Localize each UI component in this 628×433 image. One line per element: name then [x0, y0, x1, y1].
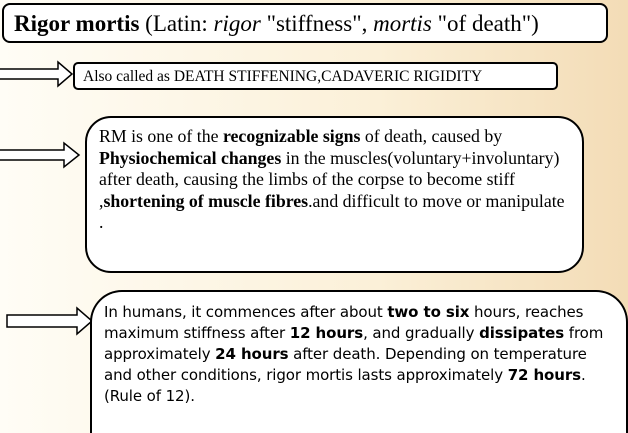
title-gloss-stiffness: "stiffness",: [260, 11, 374, 36]
rm-description-box: [85, 116, 584, 273]
title-term: Rigor mortis: [14, 11, 140, 36]
right-arrow-icon: [5, 305, 95, 337]
human-timeline-box: [90, 290, 628, 433]
alias-box: [73, 62, 558, 90]
alias-text: Also called as DEATH STIFFENING,CADAVERIC RIGIDITY: [83, 68, 483, 85]
human-bold-72-hours: 72 hours: [507, 366, 581, 384]
title-box: [2, 3, 608, 43]
title-word-rigor: rigor: [213, 11, 261, 36]
human-text-4: from approximately: [104, 324, 604, 363]
rm-bold-recognizable-signs: recognizable signs: [222, 126, 361, 146]
rm-bold-physiochemical-changes: Physiochemical changes: [99, 147, 282, 168]
human-bold-two-to-six: two to six: [387, 303, 470, 321]
right-arrow-icon: [0, 59, 74, 89]
rm-text-1: RM is one of the: [99, 126, 223, 146]
human-bold-24-hours: 24 hours: [215, 345, 289, 363]
human-bold-dissipates: dissipates: [479, 324, 565, 342]
human-text-2: hours, reaches maximum stiffness after: [104, 303, 584, 342]
human-text-1: In humans, it commences after about: [104, 303, 388, 321]
right-arrow-icon: [0, 140, 82, 170]
rm-bold-shortening: shortening of muscle fibres: [103, 190, 309, 211]
title-open: (Latin:: [139, 11, 214, 36]
title-gloss-of-death: "of death"): [431, 11, 539, 36]
human-text-3: , and gradually: [363, 324, 480, 342]
human-bold-12-hours: 12 hours: [289, 324, 364, 342]
rm-text-2: of death, caused by: [360, 126, 503, 146]
rm-text-4: .and difficult to move or manipulate .: [99, 190, 565, 232]
human-text-5: after death. Depending on temperature and other conditions, rigor mortis lasts approximately: [104, 345, 587, 384]
title-word-mortis: mortis: [373, 11, 432, 36]
rm-text-3: in the muscles(voluntary+involuntary) after death, causing the limbs of the corpse to become stiff ,: [99, 147, 560, 211]
human-text-6: .(Rule of 12).: [104, 366, 586, 405]
